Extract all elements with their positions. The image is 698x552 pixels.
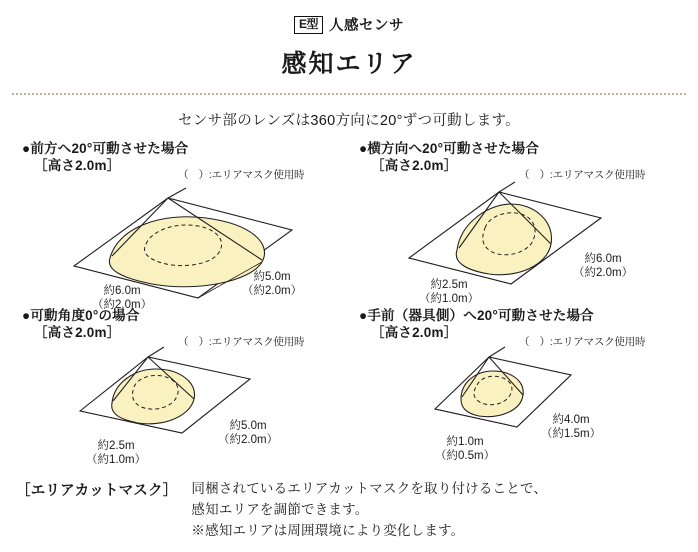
lead-text: センサ部のレンズは360方向に20°ずつ可動します。 bbox=[178, 113, 520, 129]
header-type-row bbox=[0, 14, 698, 35]
sensor-label: 人感センサ bbox=[329, 18, 404, 34]
dimension-bottom-sub: （約1.0m） bbox=[419, 293, 480, 305]
footer-body bbox=[191, 478, 547, 541]
diagram-backward-20 bbox=[349, 333, 698, 453]
dimension-bottom bbox=[435, 435, 495, 463]
footer-title: ［エリアカットマスク］ bbox=[16, 483, 178, 499]
mask-note: （ ）:エリアマスク使用時 bbox=[178, 169, 305, 181]
diagram-sideways-20 bbox=[349, 166, 698, 300]
dimension-right-sub: （約2.0m） bbox=[242, 285, 303, 297]
dimension-right-sub: （約2.0m） bbox=[573, 267, 634, 279]
dimension-right bbox=[541, 413, 601, 441]
panel-backward-20 bbox=[349, 307, 698, 467]
dimension-right-sub: （約2.0m） bbox=[218, 434, 279, 446]
dimension-right-main: 約5.0m bbox=[253, 271, 291, 283]
panel-title-line1: ●可動角度0°の場合 bbox=[22, 308, 140, 323]
sensor-marker bbox=[148, 347, 164, 357]
sensor-marker bbox=[499, 182, 515, 192]
dimension-bottom-main: 約2.5m bbox=[97, 440, 135, 452]
mask-note: （ ）:エリアマスク使用時 bbox=[519, 336, 646, 348]
footer-line-3: ※感知エリアは周囲環境により変化します。 bbox=[191, 523, 465, 538]
dimension-right-main: 約5.0m bbox=[229, 420, 267, 432]
page-title: 感知エリア bbox=[281, 50, 417, 78]
dimension-right bbox=[218, 419, 278, 447]
footer-note bbox=[0, 478, 698, 541]
dimension-right bbox=[242, 270, 302, 298]
footer-line-2: 感知エリアを調節できます。 bbox=[191, 502, 369, 517]
panel-title-line2: ［高さ2.0m］ bbox=[34, 158, 121, 173]
dimension-bottom bbox=[86, 439, 146, 467]
dimension-right-sub: （約1.5m） bbox=[541, 428, 602, 440]
sensor-marker bbox=[168, 188, 186, 198]
dimension-bottom-main: 約1.0m bbox=[446, 436, 484, 448]
dimension-bottom-main: 約2.5m bbox=[430, 279, 468, 291]
diagram-grid bbox=[0, 140, 698, 466]
dimension-bottom-main: 約6.0m bbox=[103, 285, 141, 297]
panel-angle-0 bbox=[0, 307, 349, 467]
panel-title-line2: ［高さ2.0m］ bbox=[371, 158, 458, 173]
panel-title-line2: ［高さ2.0m］ bbox=[371, 325, 458, 340]
panel-title-line2: ［高さ2.0m］ bbox=[34, 325, 121, 340]
dimension-bottom-sub: （約2.0m） bbox=[92, 299, 153, 311]
dimension-right bbox=[573, 252, 633, 280]
header-divider bbox=[12, 93, 686, 95]
diagram-angle-0 bbox=[0, 333, 349, 453]
type-badge: E型 bbox=[294, 16, 323, 34]
page-header bbox=[0, 0, 698, 80]
dimension-bottom bbox=[419, 278, 479, 306]
panel-sideways-20 bbox=[349, 140, 698, 305]
footer-line-1: 同梱されているエリアカットマスクを取り付けることで、 bbox=[191, 481, 548, 496]
sensor-marker bbox=[489, 347, 505, 357]
dimension-bottom-sub: （約1.0m） bbox=[86, 454, 147, 466]
mask-note: （ ）:エリアマスク使用時 bbox=[178, 336, 305, 348]
panel-title-line1: ●前方へ20°可動させた場合 bbox=[22, 141, 189, 156]
panel-title-line1: ●手前（器具側）へ20°可動させた場合 bbox=[359, 308, 594, 323]
panel-forward-20 bbox=[0, 140, 349, 311]
panel-title-line1: ●横方向へ20°可動させた場合 bbox=[359, 141, 540, 156]
mask-note: （ ）:エリアマスク使用時 bbox=[519, 169, 646, 181]
dimension-right-main: 約4.0m bbox=[552, 414, 590, 426]
dimension-right-main: 約6.0m bbox=[584, 253, 622, 265]
dimension-bottom-sub: （約0.5m） bbox=[435, 450, 496, 462]
